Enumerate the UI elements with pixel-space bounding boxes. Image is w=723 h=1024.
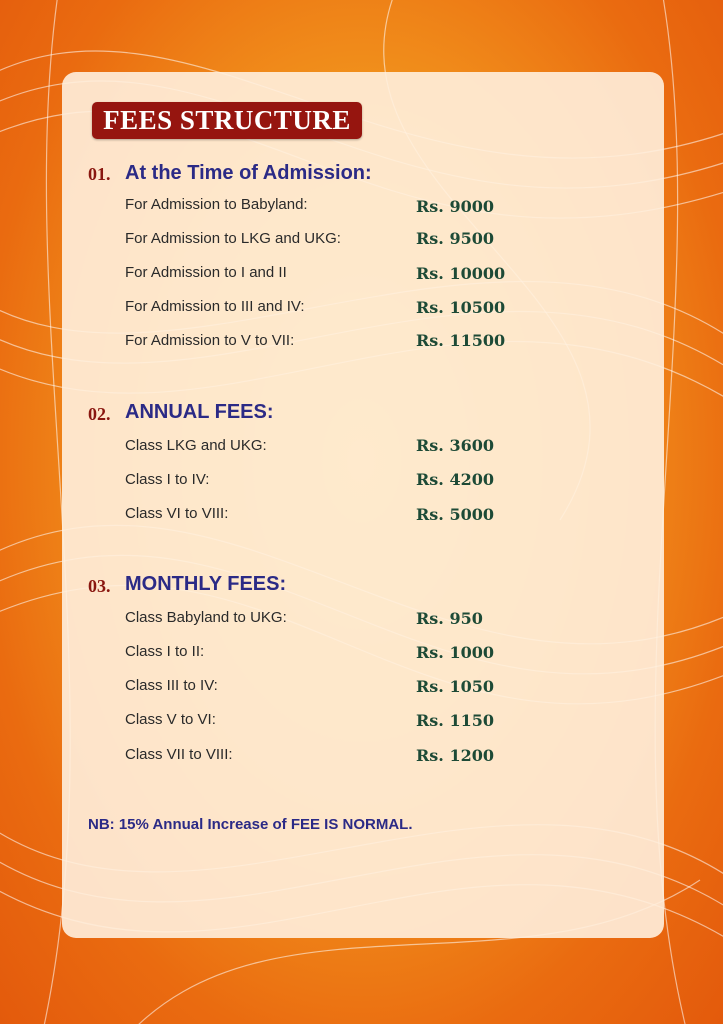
fee-amount: Rs. 5000	[416, 505, 494, 524]
fee-label: Class I to II:	[125, 643, 205, 660]
fee-amount: Rs. 1050	[416, 677, 494, 696]
section-heading: ANNUAL FEES:	[125, 401, 274, 423]
fee-label: Class III to IV:	[125, 677, 218, 694]
fee-note: NB: 15% Annual Increase of FEE IS NORMAL.	[88, 816, 413, 833]
fee-label: For Admission to V to VII:	[125, 332, 295, 349]
section-number: 02.	[88, 404, 111, 424]
fee-amount: Rs. 11500	[416, 331, 506, 350]
fee-amount: Rs. 10500	[416, 298, 506, 317]
fee-label: Class VI to VIII:	[125, 505, 229, 522]
fee-amount: Rs. 1000	[416, 643, 494, 662]
fee-label: For Admission to I and II	[125, 264, 287, 281]
fee-amount: Rs. 4200	[416, 470, 494, 489]
fee-amount: Rs. 9500	[416, 229, 494, 248]
fee-amount: Rs. 3600	[416, 436, 494, 455]
fee-label: Class I to IV:	[125, 471, 210, 488]
section-heading: MONTHLY FEES:	[125, 573, 287, 595]
fee-amount: Rs. 950	[416, 609, 483, 628]
section-heading: At the Time of Admission:	[125, 162, 372, 184]
page-title: FEES STRUCTURE	[92, 102, 362, 139]
fee-label: Class V to VI:	[125, 711, 216, 728]
fee-label: For Admission to Babyland:	[125, 196, 308, 213]
fee-amount: Rs. 1200	[416, 746, 494, 765]
fee-label: For Admission to LKG and UKG:	[125, 230, 341, 247]
section-number: 01.	[88, 164, 111, 184]
fee-label: Class LKG and UKG:	[125, 437, 267, 454]
fee-amount: Rs. 9000	[416, 197, 494, 216]
fee-label: Class Babyland to UKG:	[125, 609, 287, 626]
fee-label: For Admission to III and IV:	[125, 298, 305, 315]
fee-amount: Rs. 10000	[416, 264, 506, 283]
fee-label: Class VII to VIII:	[125, 746, 233, 763]
section-number: 03.	[88, 576, 111, 596]
fee-amount: Rs. 1150	[416, 711, 494, 730]
